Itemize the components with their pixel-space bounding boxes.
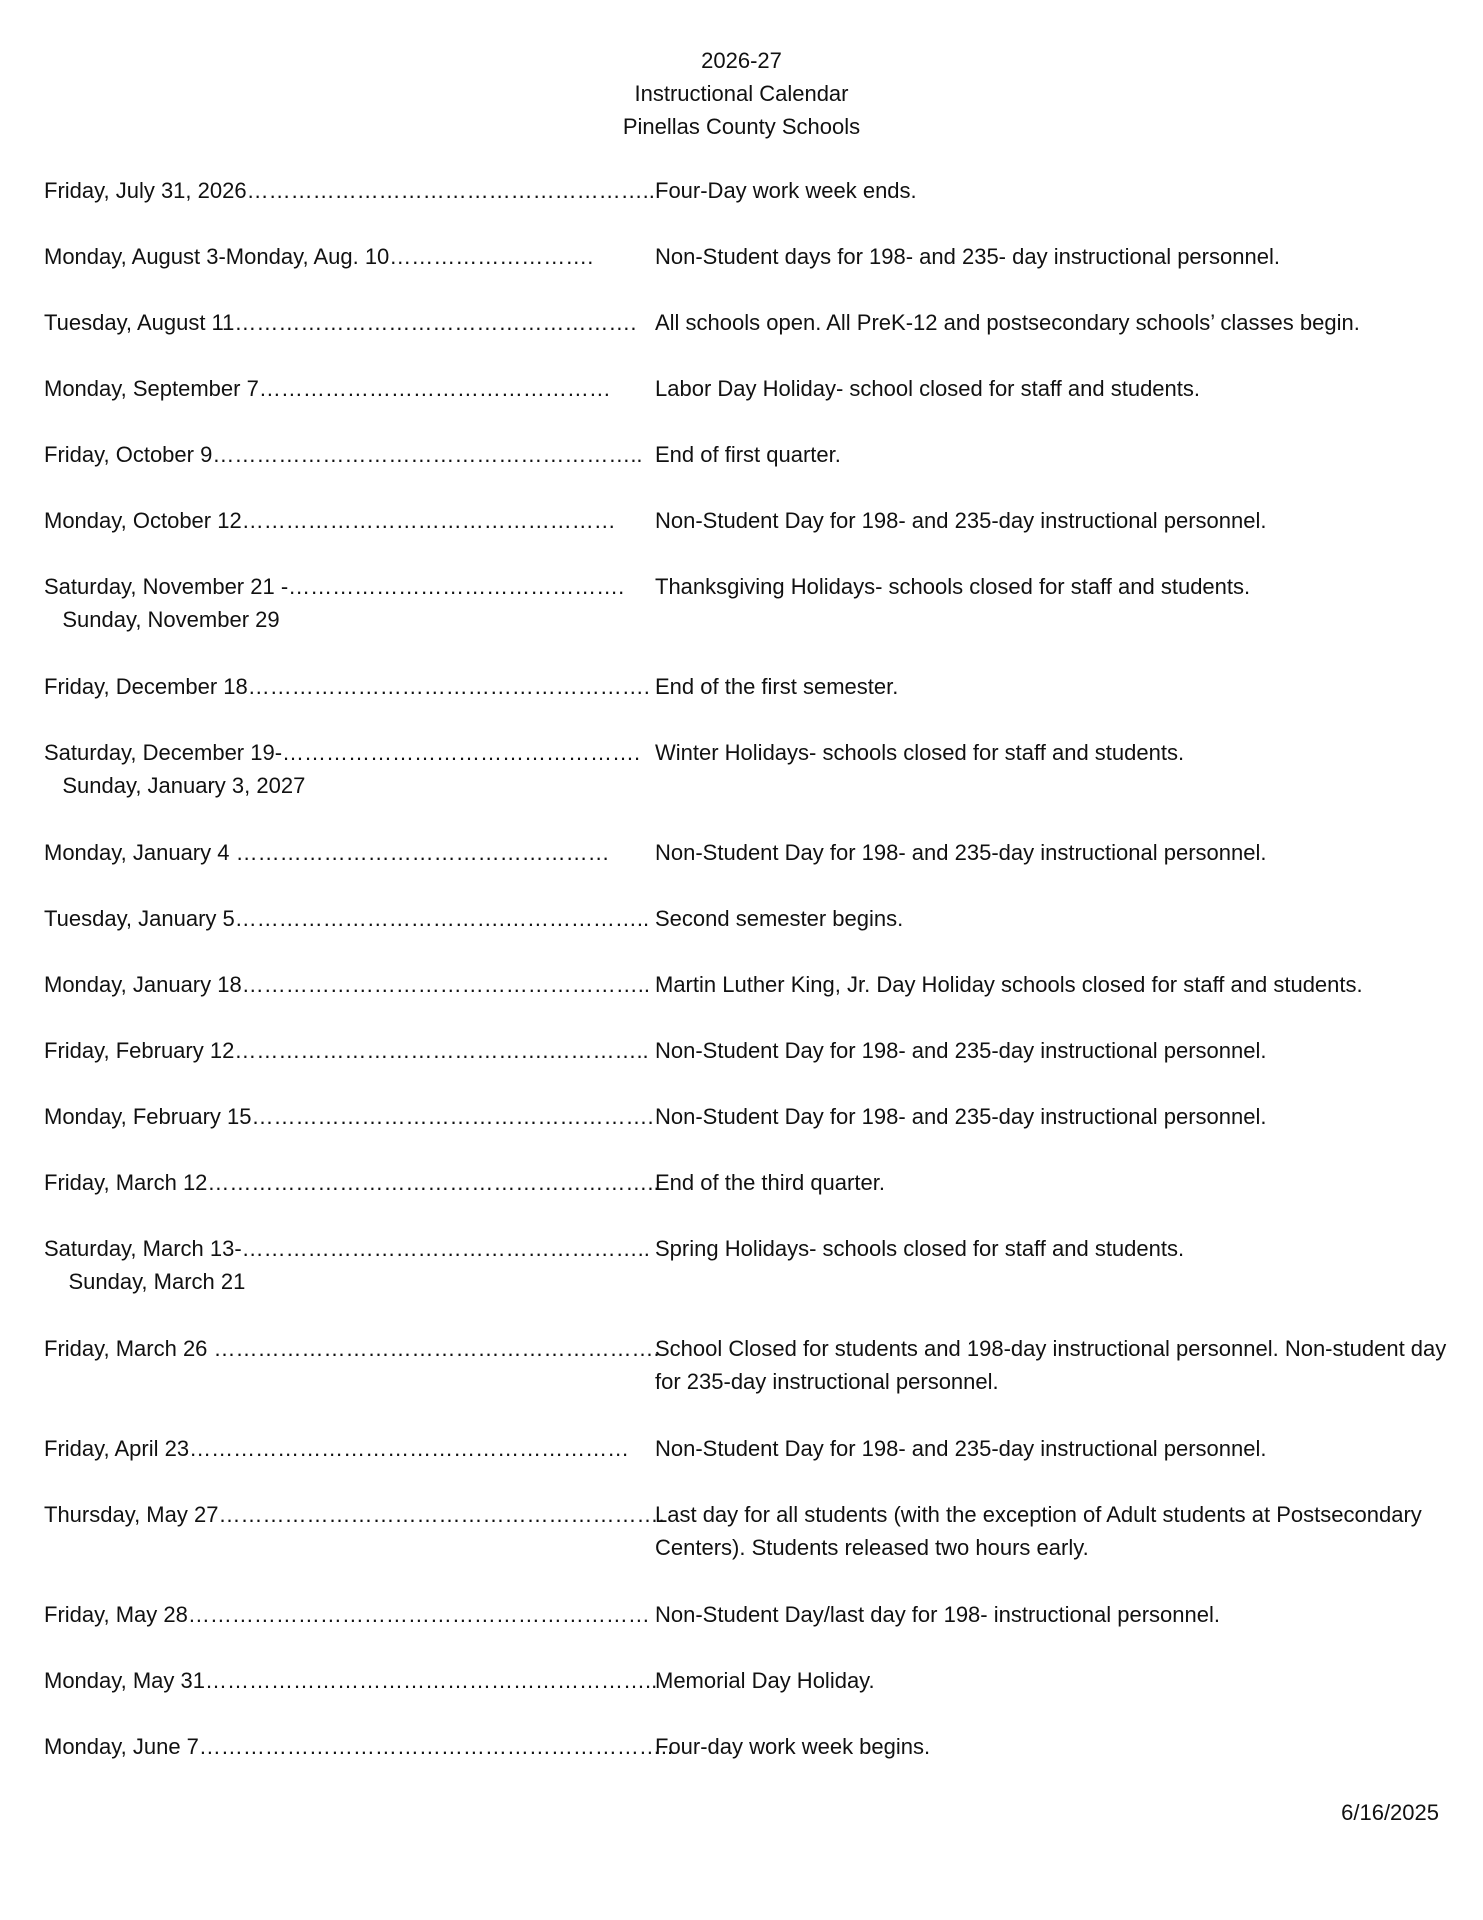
- entry-event: Non-Student Day for 198- and 235-day instructional personnel.: [655, 1104, 1267, 1129]
- entry-event: Spring Holidays- schools closed for staff and students.: [655, 1236, 1185, 1261]
- entry-date: Monday, June 7………………………………………………………..: [44, 1734, 674, 1759]
- entry-event: Non-Student Day for 198- and 235-day instructional personnel.: [655, 1038, 1267, 1063]
- entry-date: Monday, January 18………………………………………………..: [44, 972, 650, 997]
- entry-date: Monday, February 15……………………………………………….: [44, 1104, 654, 1129]
- entry-date: Saturday, December 19-…………………………………………. Sunday, January 3, 2027: [44, 740, 641, 798]
- district-name: Pinellas County Schools: [622, 114, 861, 139]
- entry-event: Non-Student Day for 198- and 235-day instructional personnel.: [655, 1436, 1267, 1461]
- entry-date: Saturday, March 13-……………………………………………….. Sunday, March 21: [44, 1236, 650, 1294]
- entry-date: Saturday, November 21 -………………………………………. Sunday, November 29: [44, 574, 625, 632]
- entry-date: Friday, October 9…………………………………………………..: [44, 442, 643, 467]
- entry-event: Memorial Day Holiday.: [655, 1668, 875, 1693]
- entry-event: End of the first semester.: [655, 674, 899, 699]
- revision-date: 6/16/2025: [1341, 1800, 1439, 1825]
- entry-event: All schools open. All PreK-12 and postsecondary schools’ classes begin.: [655, 310, 1360, 335]
- entry-date: Monday, May 31……………………………………………………..: [44, 1668, 658, 1693]
- entry-date: Tuesday, August 11……………………………………………….: [44, 310, 637, 335]
- entry-date: Monday, January 4 ……………………………………………: [44, 840, 610, 865]
- entry-event: Thanksgiving Holidays- schools closed for staff and students.: [655, 574, 1251, 599]
- entry-date: Friday, July 31, 2026………………………………………………..: [44, 178, 655, 203]
- entry-event: Non-Student days for 198- and 235- day instructional personnel.: [655, 244, 1280, 269]
- entry-date: Friday, March 12……………………………………………………..: [44, 1170, 660, 1195]
- entry-date: Monday, August 3-Monday, Aug. 10……………………….: [44, 244, 594, 269]
- entry-event: Martin Luther King, Jr. Day Holiday schools closed for staff and students.: [655, 972, 1363, 997]
- calendar-title: Instructional Calendar: [634, 81, 849, 106]
- entry-date: Friday, February 12…………………………………….…………..: [44, 1038, 649, 1063]
- entry-event: End of first quarter.: [655, 442, 841, 467]
- calendar-year: 2026-27: [701, 48, 782, 73]
- entry-date: Friday, March 26 …………………………………………………….: [44, 1336, 660, 1361]
- entry-event: End of the third quarter.: [655, 1170, 885, 1195]
- entry-date: Friday, May 28………………………………………………………: [44, 1602, 650, 1627]
- document-header: [0, 44, 1483, 143]
- entry-event: Non-Student Day/last day for 198- instructional personnel.: [655, 1602, 1220, 1627]
- entry-event: Four-Day work week ends.: [655, 178, 917, 203]
- entry-event: Non-Student Day for 198- and 235-day instructional personnel.: [655, 508, 1267, 533]
- entry-date: Tuesday, January 5……………………………….………………..: [44, 906, 650, 931]
- entry-event: Second semester begins.: [655, 906, 904, 931]
- entry-event: Winter Holidays- schools closed for staff and students.: [655, 740, 1185, 765]
- entry-date: Monday, September 7…………………………………………: [44, 376, 611, 401]
- entry-date: Friday, December 18……………………………………………….: [44, 674, 650, 699]
- entry-date: Monday, October 12……………………………………………: [44, 508, 616, 533]
- entry-event: Last day for all students (with the exception of Adult students at Postsecondary Centers). Students released two hours early.: [655, 1502, 1422, 1560]
- entry-date: Thursday, May 27…………………………………………………….: [44, 1502, 665, 1527]
- entry-event: Non-Student Day for 198- and 235-day instructional personnel.: [655, 840, 1267, 865]
- entry-event: School Closed for students and 198-day instructional personnel. Non-student day for 235-day instructional personnel.: [655, 1336, 1447, 1394]
- entry-date: Friday, April 23……………………………………………………: [44, 1436, 630, 1461]
- entry-event: Labor Day Holiday- school closed for staff and students.: [655, 376, 1201, 401]
- entry-event: Four-day work week begins.: [655, 1734, 931, 1759]
